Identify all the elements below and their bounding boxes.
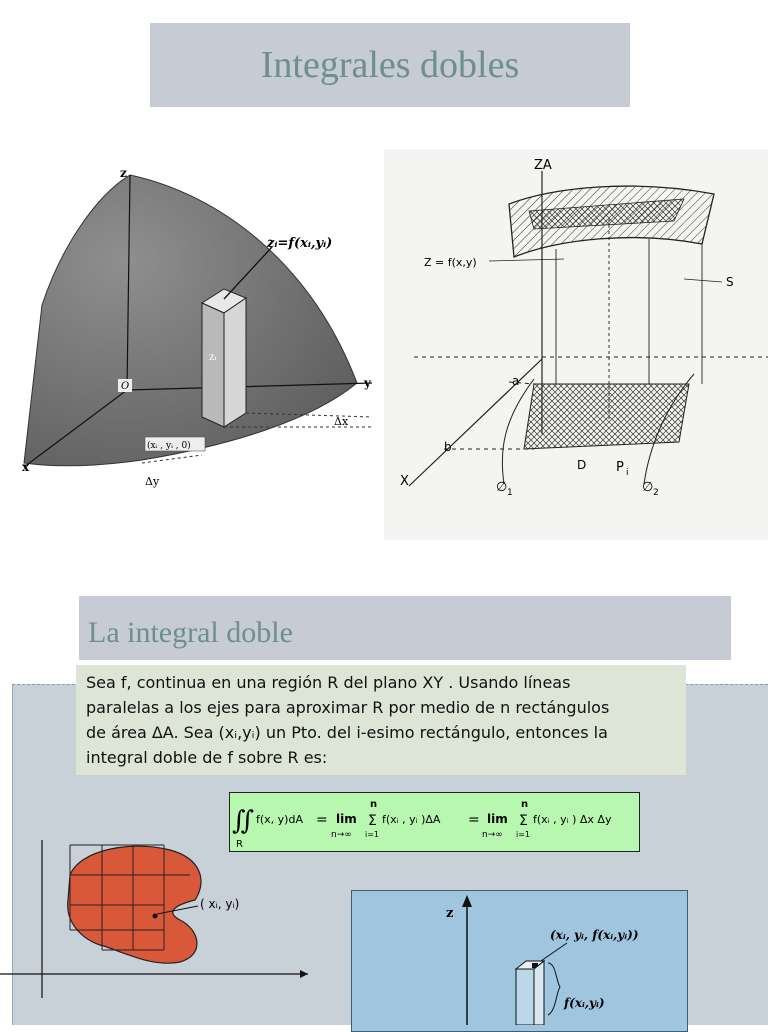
integrand: f(x, y)dA [256, 813, 303, 826]
definition-text [86, 670, 682, 770]
axis-arrow [300, 970, 308, 978]
sum-upper: n [370, 799, 378, 810]
surface-label: Z = f(x,y) [424, 256, 477, 269]
x-axis-line [409, 359, 542, 486]
z-axis-label: z [120, 166, 127, 180]
limit-subscript: n→∞ [331, 830, 352, 840]
height-brace [548, 963, 560, 1015]
x-axis-label: X [400, 474, 409, 489]
z-axis-label: z [446, 906, 454, 921]
limit-subscript: n→∞ [482, 830, 503, 840]
sample-point [153, 914, 158, 919]
phi1-subscript: 1 [507, 488, 513, 498]
curved-surface [24, 175, 357, 466]
limit: lim [336, 812, 357, 826]
b-label: b [444, 440, 452, 454]
surface-region-figure [384, 149, 768, 540]
column-figure [352, 891, 687, 1025]
delta-y-label: Δy [145, 475, 160, 488]
p-label: P [616, 460, 624, 475]
height-label: f(xᵢ,yᵢ) [564, 996, 605, 1010]
slide1-title-box [150, 23, 630, 107]
region-d [524, 384, 689, 449]
origin-label: O [121, 381, 130, 392]
column-side [224, 298, 246, 427]
z-axis-arrow [462, 895, 472, 907]
column-front [516, 969, 534, 1025]
point-label: ( xᵢ, yᵢ) [200, 897, 240, 911]
column-side [534, 961, 544, 1025]
phi2-label: ∅ [642, 480, 654, 495]
sum-upper: n [521, 799, 529, 810]
a-label: a [512, 374, 520, 388]
limit: lim [487, 812, 508, 826]
region-subscript: R [236, 839, 243, 850]
y-axis-label: y [364, 376, 371, 390]
top-point-label: (xᵢ, yᵢ, f(xᵢ,yᵢ)) [550, 928, 639, 942]
s-label: S [726, 275, 734, 289]
zi-height-label: zᵢ [209, 352, 217, 363]
sum-sign: Σ [368, 813, 377, 829]
phi2-subscript: 2 [653, 488, 659, 498]
region-grid-figure [0, 830, 330, 1024]
surface-pointer [489, 259, 564, 261]
surface-column-figure [12, 155, 382, 495]
sum-lower: i=1 [365, 830, 380, 839]
s-pointer [684, 279, 722, 282]
definition-line: de área ΔA. Sea (xᵢ,yᵢ) un Pto. del i-esimo rectángulo, entonces la [86, 723, 608, 742]
sum-sign: Σ [519, 813, 528, 829]
d-label: D [577, 458, 587, 472]
sum-term: f(xᵢ , yᵢ ) Δx Δy [533, 813, 612, 826]
p-subscript: i [626, 468, 629, 478]
equals-sign: = [468, 812, 480, 828]
x-axis-label: x [22, 460, 30, 474]
integral-sign: ∬ [232, 806, 255, 836]
column-panel [351, 890, 688, 1032]
definition-line: Sea f, continua en una región R del plano XY . Usando líneas [86, 673, 571, 692]
zi-function-label: zᵢ=f(xᵢ,yᵢ) [267, 236, 333, 251]
column-front [202, 303, 224, 427]
slide1-title: Integrales dobles [260, 44, 520, 86]
definition-line: integral doble de f sobre R es: [86, 748, 328, 767]
equals-sign: = [316, 812, 328, 828]
delta-x-label: Δx [334, 415, 349, 428]
sum-lower: i=1 [516, 830, 531, 839]
point-label: (xᵢ , yᵢ , 0) [147, 441, 191, 451]
definition-line: paralelas a los ejes para aproximar R por medio de n rectángulos [86, 698, 610, 717]
slide2-title: La integral doble [88, 616, 293, 649]
z-axis-label: ZA [534, 158, 552, 173]
phi1-label: ∅ [496, 480, 508, 495]
sum-term: f(xᵢ , yᵢ )ΔA [382, 813, 441, 826]
